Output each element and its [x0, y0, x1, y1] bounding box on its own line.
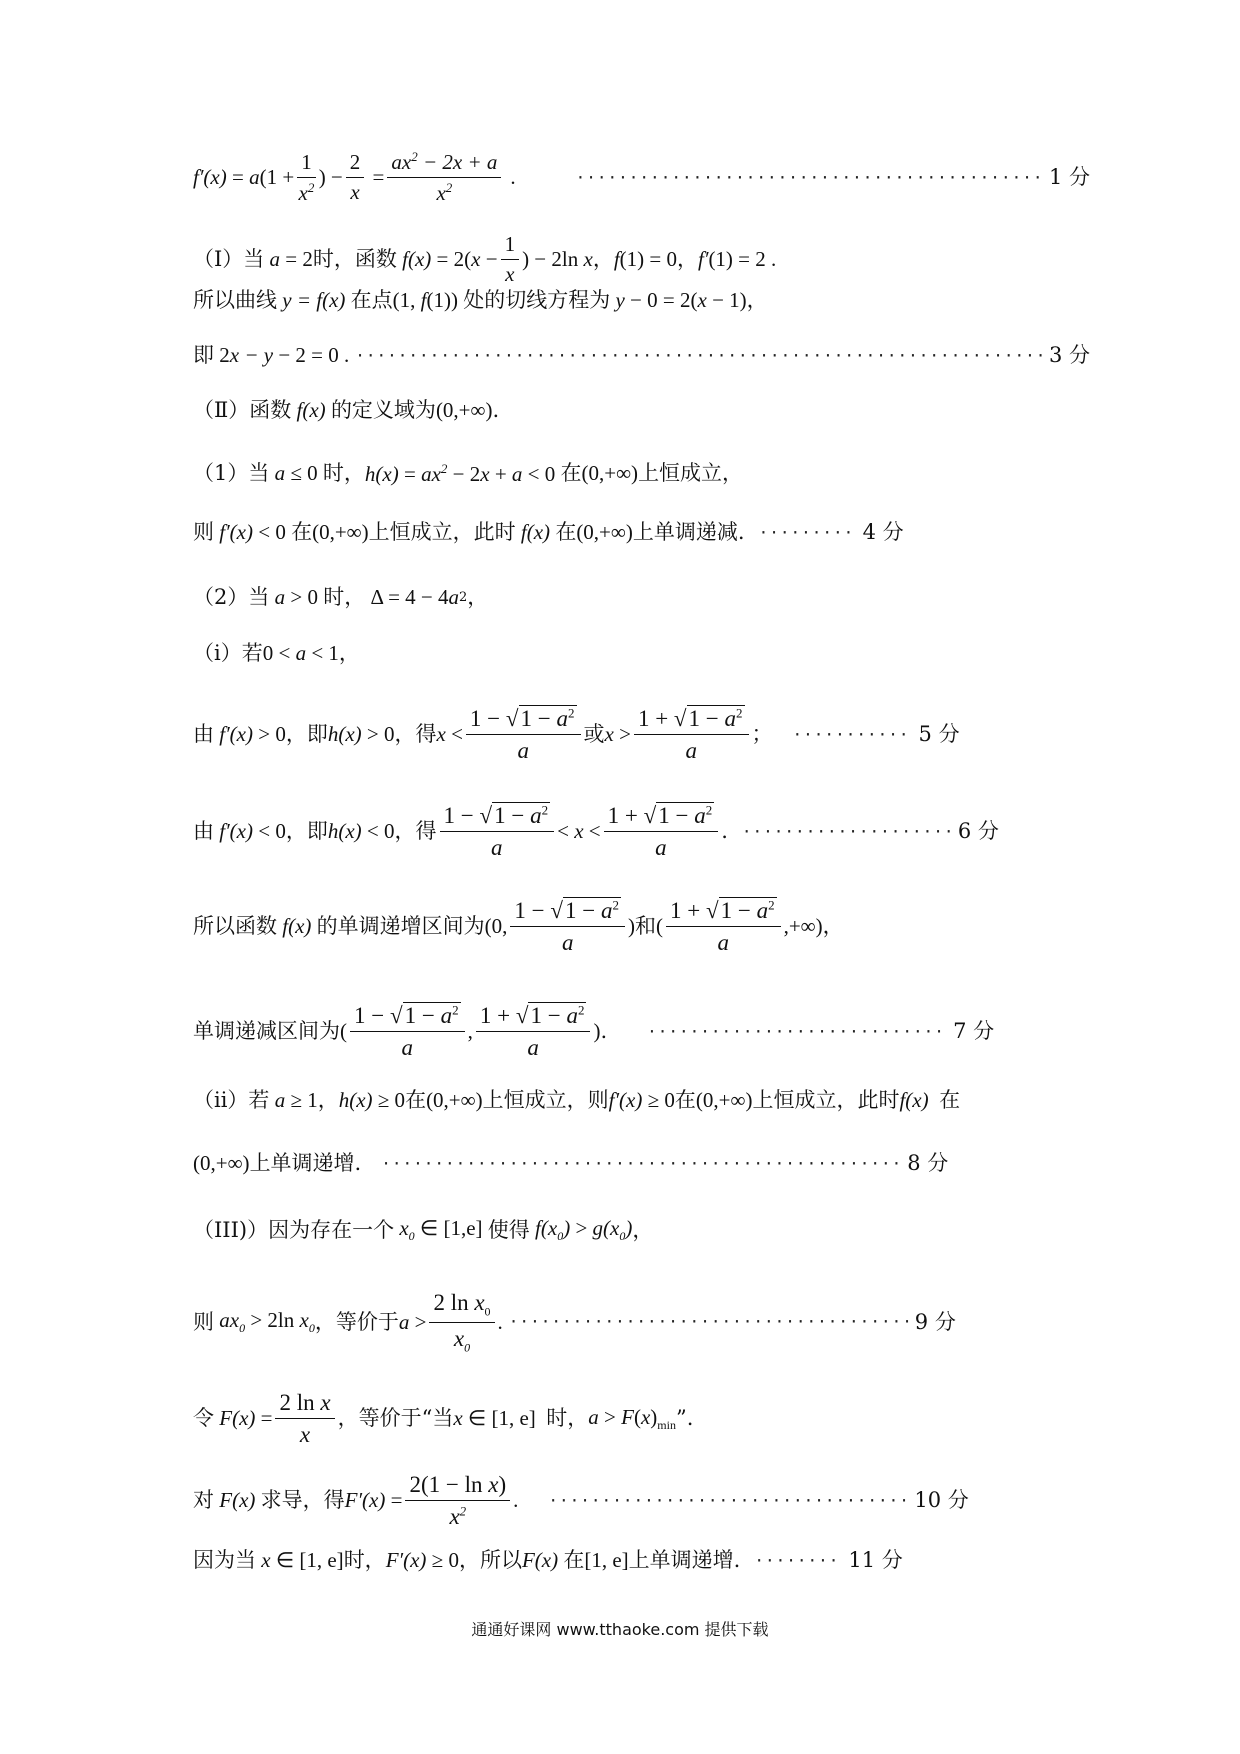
page-footer: 通通好课网 www.tthaoke.com 提供下载 [471, 1620, 769, 1639]
solution-line-10: 由 f′(x) > 0 ，即 h(x) > 0 ，得 x < $\frac{1 - √1 - a^2}{a}$ 或 x > $\frac{1 + √1 - a^2}{a}$ ； ····· 5 分 [193, 706, 1090, 764]
dot-leader [759, 525, 857, 541]
fraction: $\frac{1 + √1 - a^2}{a}$ [476, 1003, 591, 1061]
fraction: $\frac{1 - √1 - a^2}{a}$ [350, 1003, 465, 1061]
dot-leader [381, 1156, 901, 1172]
score-label: 6 分 [957, 819, 999, 844]
dot-leader [548, 1493, 908, 1509]
solution-line-5: （Ⅱ）函数 f(x) 的定义域为 (0,+∞) . [193, 398, 500, 422]
score-label: 11 分 [848, 1548, 903, 1572]
solution-line-12: 所以函数 f(x) 的单调递增区间为 (0, $\frac{1 - √1 - a^2}{a}$ ) 和 ( $\frac{1 + √1 - a^2}{a}$ ,+∞) ， [193, 897, 844, 956]
fraction: $\frac{ax^2 - 2x + a}{x^2}$ [387, 150, 501, 205]
solution-line-20: 因为当 x ∈ [1, e] 时， F′(x) ≥ 0 ，所以 F(x) 在 [1, e] 上单调递增. ····· 11 分 [193, 1550, 1090, 1571]
dot-leader [509, 1314, 909, 1330]
solution-line-2: （Ⅰ）当 a = 2 时，函数 f(x) = 2(x − $\frac{1}{x}$ ) − 2ln x ， f(1) = 0 ， f′(1) = 2 . [193, 232, 777, 287]
fraction: $\frac{\text{2 ln x}}{x}$ [275, 1390, 334, 1448]
dot-leader [355, 348, 1043, 364]
dot-leader [576, 170, 1043, 186]
solution-line-15: (0,+∞) 上单调递增. ····· 8 分 [193, 1153, 1090, 1174]
score-label: 3 分 [1048, 343, 1090, 367]
solution-line-1: f′(x) = a(1 + $\frac{1}{x^2}$ ) − $\frac{2}{x}$ = $\frac{ax^2 - 2x + a}{x^2}$ . ····· 1 分 [193, 150, 1090, 205]
solution-line-3: 所以曲线 y = f(x) 在点 (1, f(1)) 处的切线方程为 y − 0 = 2(x − 1) ， [193, 288, 768, 312]
solution-line-7: 则 f′(x) < 0 在 (0,+∞) 上恒成立，此时 f(x) 在 (0,+∞) 上单调递减. ····· 4 分 [193, 522, 1090, 543]
formula: = [367, 165, 385, 190]
score-label: 9 分 [914, 1309, 956, 1334]
solution-line-13: 单调递减区间为 ( $\frac{1 - √1 - a^2}{a}$ , $\frac{1 + √1 - a^2}{a}$ ) . ····· 7 分 [193, 1003, 1090, 1061]
fraction: $\frac{1 - √1 - a^2}{a}$ [466, 706, 581, 764]
fraction: $\frac{1}{x^2}$ [298, 149, 315, 205]
fraction: $\frac{1 + √1 - a^2}{a}$ [634, 706, 749, 764]
text: 即 [193, 343, 214, 367]
dot-leader [742, 824, 952, 840]
solution-line-4: 即 2x − y − 2 = 0 . ····· 3 分 [193, 345, 1090, 366]
score-label: 4 分 [862, 520, 904, 544]
score-label: 7 分 [953, 1019, 995, 1044]
formula: f′(x) = a(1 + [193, 165, 295, 190]
solution-line-6: （1）当 a ≤ 0 时， $h(x) = ax^2 - 2x + a < 0$ 在 (0,+∞) 上恒成立， [193, 461, 744, 486]
fraction: $\frac{1 + √1 - a^2}{a}$ [666, 898, 781, 956]
score-label: 5 分 [918, 722, 960, 747]
solution-line-14: （ⅱ）若 a ≥ 1 ， h(x) ≥ 0 在 (0,+∞) 上恒成立，则 f′(x) ≥ 0 在 (0,+∞) 上恒成立，此时 f(x) 在 [193, 1088, 961, 1112]
solution-line-16: （III)）因为存在一个 $x_0$ ∈ [1,e] 使得 $f(x_0) > g(x_0)$ ， [193, 1216, 654, 1244]
fraction: $\frac{1 - √1 - a^2}{a}$ [440, 803, 555, 861]
fraction: $\frac{1 - √1 - a^2}{a}$ [510, 898, 625, 956]
formula: ) − [318, 165, 343, 190]
dot-leader [647, 1024, 947, 1040]
fraction: $\frac{2 \ln x_0}{x_0}$ [429, 1290, 494, 1355]
fraction: $\frac{1}{x}$ [501, 233, 520, 286]
dot-leader [793, 727, 913, 743]
solution-line-8: （2）当 a > 0 时， Δ = 4 − 4 a 2 ， [193, 585, 489, 609]
fraction: $\frac{1 + √1 - a^2}{a}$ [604, 803, 719, 861]
fraction: $\frac{\text{2(1 − ln x)}}{x^2}$ [405, 1472, 510, 1530]
solution-line-19: 对 F(x) 求导，得 F′(x) = $\frac{\text{2(1 − ln x)}}{x^2}$ . ····· 10 分 [193, 1472, 1090, 1530]
text: （Ⅰ）当 [193, 247, 265, 272]
solution-line-18: 令 F(x) = $\frac{\text{2 ln x}}{x}$ ，等价于“当 x ∈ [1, e] 时， $a > F(x)_{min}$ ”. [193, 1390, 694, 1448]
dot-leader [754, 1553, 842, 1569]
text: 所以曲线 [193, 288, 277, 312]
solution-line-9: （ⅰ）若 0 < a < 1 ， [193, 641, 360, 665]
fraction: $\frac{2}{x}$ [346, 151, 365, 204]
score-label: 1 分 [1048, 165, 1090, 190]
score-label: 10 分 [914, 1488, 969, 1513]
solution-line-17: 则 $ax_0 > 2\ln$ $x_0$ ，等价于 a > $\frac{2 \ln x_0}{x_0}$ . ····· 9 分 [193, 1290, 1090, 1355]
score-label: 8 分 [907, 1151, 949, 1175]
solution-line-11: 由 f′(x) < 0 ，即 h(x) < 0 ，得 $\frac{1 - √1 - a^2}{a}$ < x < $\frac{1 + √1 - a^2}{a}$ . ····· 6 分 [193, 803, 1090, 861]
text: 时，函数 [312, 247, 397, 272]
